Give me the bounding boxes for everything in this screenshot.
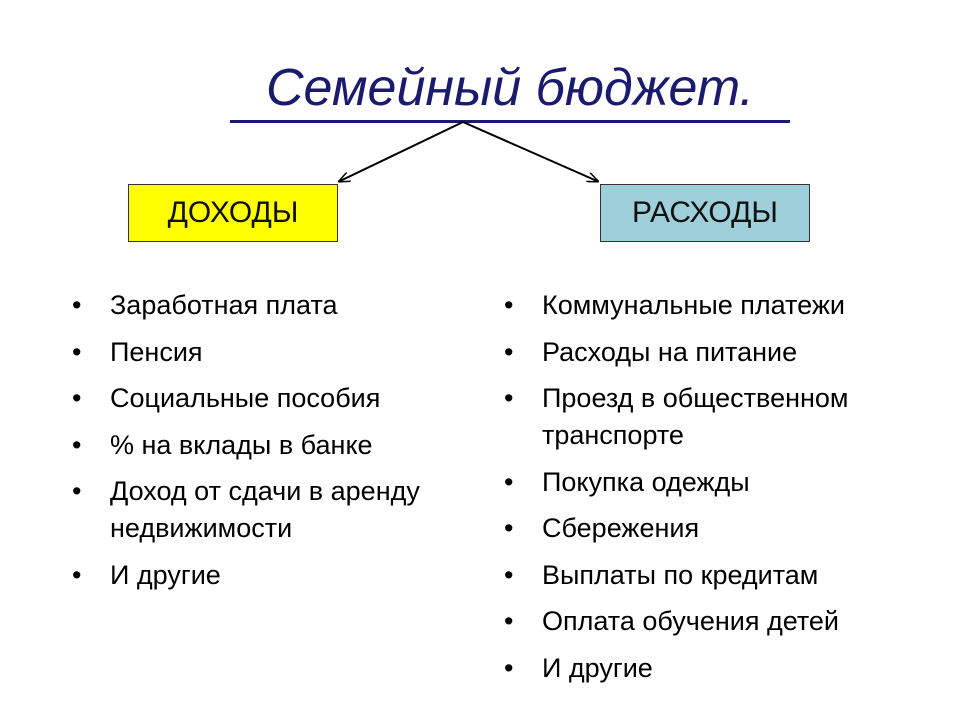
expenses-list (504, 287, 924, 696)
expense-item (504, 557, 924, 594)
expense-item (504, 510, 924, 547)
income-item-label: Социальные пособия (110, 383, 381, 413)
expense-item-label: Оплата обучения детей (542, 606, 839, 636)
income-item (72, 334, 492, 371)
income-item (72, 427, 492, 464)
bullet-icon: • (504, 290, 514, 320)
arrow-to-expenses (463, 122, 597, 181)
expense-item-label: Покупка одежды (542, 466, 750, 497)
bullet-icon: • (504, 559, 514, 590)
bullet-icon: • (72, 336, 82, 367)
bullet-icon: • (504, 606, 514, 636)
income-item (72, 557, 492, 594)
bullet-icon: • (72, 476, 82, 506)
bullet-icon: • (504, 513, 514, 543)
bullet-icon: • (504, 336, 514, 367)
income-item-label: Доход от сдачи в аренду недвижимости (110, 476, 420, 543)
bullet-icon: • (72, 559, 82, 590)
expense-item (504, 334, 924, 371)
expense-item-label: И другие (542, 652, 653, 683)
income-item-label: % на вклады в банке (110, 429, 373, 460)
income-item (72, 380, 492, 417)
bullet-icon: • (72, 383, 82, 413)
expense-item-label: Выплаты по кредитам (542, 559, 819, 590)
income-list (72, 287, 492, 603)
bullet-icon: • (504, 383, 514, 413)
income-item (72, 473, 492, 547)
income-item (72, 287, 492, 324)
arrow-to-income (340, 122, 463, 181)
expense-item-label: Проезд в общественном транспорте (542, 383, 849, 450)
income-box: ДОХОДЫ (128, 184, 338, 242)
expense-item (504, 650, 924, 687)
expense-item-label: Расходы на питание (542, 336, 798, 367)
expense-item (504, 287, 924, 324)
income-item-label: Пенсия (110, 336, 203, 367)
expense-item (504, 380, 924, 454)
bullet-icon: • (504, 466, 514, 497)
expense-item-label: Сбережения (542, 513, 700, 543)
income-item-label: Заработная плата (110, 290, 338, 320)
income-item-label: И другие (110, 559, 221, 590)
expense-item-label: Коммунальные платежи (542, 290, 845, 320)
diagram-title: Семейный бюджет. (265, 59, 754, 117)
bullet-icon: • (504, 652, 514, 683)
bullet-icon: • (72, 290, 82, 320)
bullet-icon: • (72, 429, 82, 460)
expense-item (504, 603, 924, 640)
expense-item (504, 464, 924, 501)
expenses-box: РАСХОДЫ (600, 184, 810, 242)
